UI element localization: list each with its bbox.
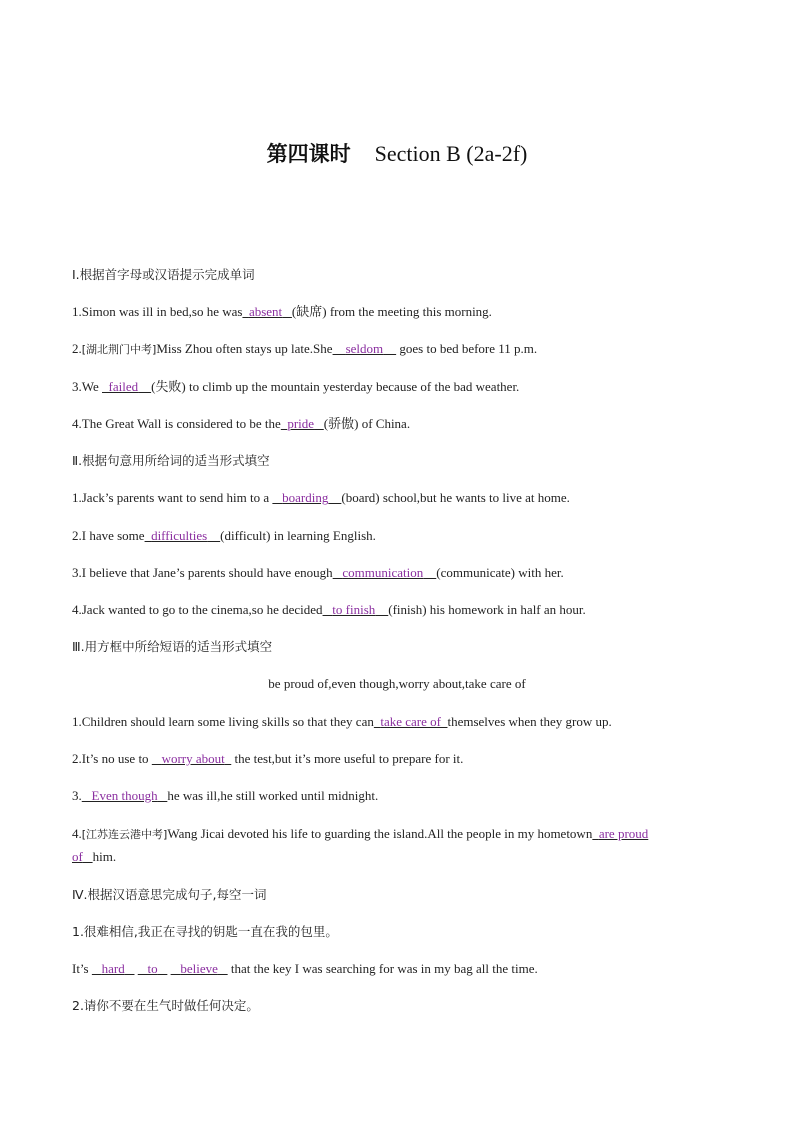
title-cn: 第四课时 <box>266 142 351 166</box>
answer-blank: absent <box>248 304 283 319</box>
s2-question-2 <box>72 525 732 547</box>
q-text: 1.Simon was ill in bed,so he was <box>72 304 243 319</box>
q-text: him. <box>92 849 117 864</box>
s3-question-3 <box>72 785 732 807</box>
q-text: 4.The Great Wall is considered to be the <box>72 416 281 431</box>
answer-blank: to <box>147 961 158 976</box>
answer-blank: communication <box>342 565 424 580</box>
q-text: 3. <box>72 788 82 803</box>
q-text: Wang Jicai devoted his life to guarding the island.All the people in my hometown <box>167 826 593 841</box>
q-text: (失败) to climb up the mountain yesterday because of the bad weather. <box>151 379 520 394</box>
source-tag: [江苏连云港中考] <box>81 828 168 841</box>
answer-blank: difficulties <box>151 528 208 543</box>
s2-question-3 <box>72 562 732 584</box>
q-text: (board) school,but he wants to live at home. <box>341 490 570 505</box>
q-text: 2.It’s no use to <box>72 751 152 766</box>
q-text: he was ill,he still worked until midnight. <box>167 788 379 803</box>
s3-question-1 <box>72 711 732 733</box>
s1-question-3 <box>72 376 732 398</box>
s3-question-4-cont <box>72 846 732 868</box>
title-en: Section B (2a-2f) <box>374 141 528 166</box>
s4-question-1 <box>72 958 732 980</box>
q-text: 2.I have some <box>72 528 145 543</box>
answer-blank: seldom <box>345 341 384 356</box>
q-text: (缺席) from the meeting this morning. <box>291 304 492 319</box>
q-text: (difficult) in learning English. <box>220 528 376 543</box>
q-text: 2. <box>72 341 82 356</box>
q-text: It’s <box>72 961 92 976</box>
q-text: (finish) his homework in half an hour. <box>388 602 586 617</box>
page-title <box>0 138 794 168</box>
q-text: Miss Zhou often stays up late.She <box>156 341 333 356</box>
answer-blank: believe <box>180 961 218 976</box>
section-4-heading: Ⅳ.根据汉语意思完成句子,每空一词 <box>72 887 267 902</box>
q-text: themselves when they grow up. <box>447 714 612 729</box>
s3-question-2 <box>72 748 732 770</box>
q-text: 4. <box>72 826 82 841</box>
answer-blank: of <box>72 849 83 864</box>
answer-blank: Even though <box>91 788 158 803</box>
q-text: 3.I believe that Jane’s parents should have enough <box>72 565 333 580</box>
s2-question-4 <box>72 599 732 621</box>
s1-question-4 <box>72 413 732 435</box>
q-text: (骄傲) of China. <box>323 416 411 431</box>
answer-blank: pride <box>287 416 315 431</box>
answer-blank: to finish <box>332 602 376 617</box>
q-text: (communicate) with her. <box>436 565 564 580</box>
s3-question-4 <box>72 823 732 846</box>
q-text: 1.Children should learn some living skills so that they can <box>72 714 374 729</box>
section-2-heading: Ⅱ.根据句意用所给词的适当形式填空 <box>72 453 270 468</box>
q-text: 3.We <box>72 379 102 394</box>
answer-blank: failed <box>108 379 139 394</box>
source-tag: [湖北荆门中考] <box>81 343 157 356</box>
s4-question-1-cn: 1.很难相信,我正在寻找的钥匙一直在我的包里。 <box>72 924 338 939</box>
q-text: 1.Jack’s parents want to send him to a <box>72 490 273 505</box>
s2-question-1 <box>72 487 732 509</box>
q-text: the test,but it’s more useful to prepare for it. <box>231 751 464 766</box>
answer-blank: hard <box>101 961 125 976</box>
q-text: 4.Jack wanted to go to the cinema,so he decided <box>72 602 323 617</box>
s1-question-2 <box>72 338 732 361</box>
q-text: goes to bed before 11 p.m. <box>396 341 538 356</box>
answer-blank: take care of <box>380 714 441 729</box>
answer-blank: are proud <box>598 826 649 841</box>
section-3-heading: Ⅲ.用方框中所给短语的适当形式填空 <box>72 639 273 654</box>
s1-question-1 <box>72 301 732 323</box>
answer-blank: boarding <box>282 490 329 505</box>
q-text: that the key I was searching for was in my bag all the time. <box>227 961 538 976</box>
phrase-box: be proud of,even though,worry about,take care of <box>268 676 526 691</box>
answer-blank: worry about <box>161 751 225 766</box>
section-1-heading: Ⅰ.根据首字母或汉语提示完成单词 <box>72 267 255 282</box>
s4-question-2-cn: 2.请你不要在生气时做任何决定。 <box>72 998 259 1013</box>
